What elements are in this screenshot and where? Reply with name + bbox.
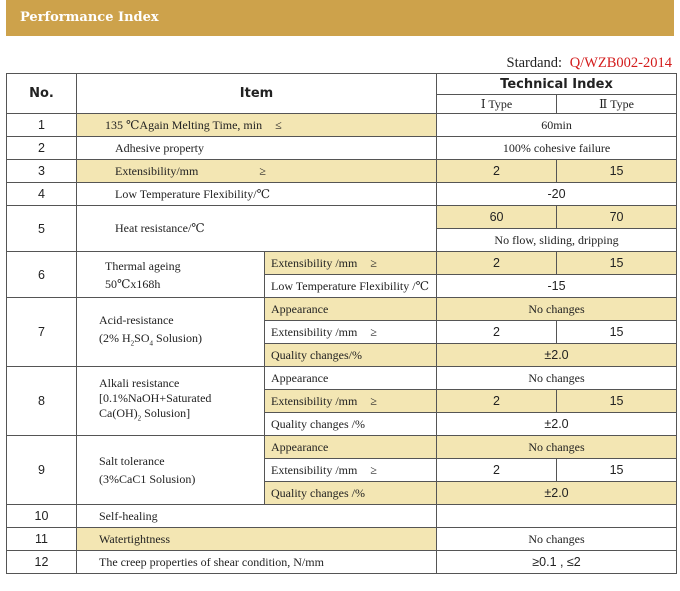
item-subscript: 2 [130, 339, 135, 348]
col-item-header: Item [77, 74, 437, 114]
row-no: 8 [7, 367, 77, 436]
item-text: Solusion) [153, 331, 203, 346]
item-line [99, 329, 258, 352]
row-value: ≥0.1 , ≤2 [437, 551, 677, 574]
standard-code: Q/WZB002-2014 [569, 55, 672, 71]
row-item: Watertightness [77, 528, 437, 551]
type1-value: 2 [437, 390, 557, 413]
sub-item-text: Extensibility /mm [271, 393, 358, 408]
row-item [77, 367, 265, 436]
operator: ≥ [259, 163, 266, 178]
row-note: No flow, sliding, dripping [437, 229, 677, 252]
header-bar [6, 0, 674, 36]
sub-item: Appearance [265, 298, 437, 321]
type2-value: 15 [557, 321, 677, 344]
item-line: (3%CaC1 Solusion) [99, 472, 196, 486]
operator: ≥ [370, 324, 377, 339]
item-text: (2% H [99, 331, 131, 346]
table-row [7, 114, 677, 137]
type1-value: 2 [437, 160, 557, 183]
sub-item-text: Extensibility /mm [271, 462, 358, 477]
sub-item-text: Extensibility /mm [271, 324, 358, 339]
row-value: -20 [437, 183, 677, 206]
item-line: Alkali resistance [99, 375, 180, 390]
col-no-header: No. [7, 74, 77, 114]
type1-value: 2 [437, 252, 557, 275]
item-line: Acid-resistance [99, 313, 174, 328]
sub-item [265, 459, 437, 482]
table-row [7, 252, 677, 275]
table-header-row [7, 74, 677, 95]
operator: ≥ [370, 255, 377, 270]
item-line [99, 406, 258, 426]
type2-value: 15 [557, 459, 677, 482]
sub-item [265, 252, 437, 275]
type1-value: 2 [437, 321, 557, 344]
type2-header: Ⅱ Type [557, 95, 677, 114]
row-item [77, 160, 437, 183]
row-value: No changes [437, 298, 677, 321]
row-no: 4 [7, 183, 77, 206]
row-item: The creep properties of shear condition, N/mm [77, 551, 437, 574]
table-row [7, 436, 677, 459]
table-row [7, 137, 677, 160]
table-row [7, 160, 677, 183]
item-line: 50℃x168h [105, 276, 161, 291]
row-no: 12 [7, 551, 77, 574]
row-item: Self-healing [77, 505, 437, 528]
row-value: -15 [437, 275, 677, 298]
standard-reference [507, 55, 673, 72]
row-value: No changes [437, 436, 677, 459]
row-value: ±2.0 [437, 413, 677, 436]
sub-item: Appearance [265, 367, 437, 390]
table-row [7, 298, 677, 321]
item-line: [0.1%NaOH+Saturated [99, 390, 212, 405]
type2-value: 15 [557, 252, 677, 275]
sub-item: Low Temperature Flexibility /℃ [265, 275, 437, 298]
row-value: No changes [437, 367, 677, 390]
type1-value: 60 [437, 206, 557, 229]
row-item [77, 114, 437, 137]
row-no: 9 [7, 436, 77, 505]
operator: ≥ [370, 462, 377, 477]
table-row [7, 206, 677, 229]
row-item: Low Temperature Flexibility/℃ [77, 183, 437, 206]
row-no: 2 [7, 137, 77, 160]
table-row [7, 505, 677, 528]
standard-label: Stardand: [506, 55, 563, 71]
performance-table [6, 73, 677, 574]
operator: ≥ [370, 393, 377, 408]
row-no: 6 [7, 252, 77, 298]
row-value: ±2.0 [437, 344, 677, 367]
page-title: Performance Index [20, 10, 159, 25]
type2-value: 15 [557, 160, 677, 183]
type1-header: Ⅰ Type [437, 95, 557, 114]
item-text: Solusion] [141, 405, 191, 420]
row-no: 7 [7, 298, 77, 367]
row-no: 5 [7, 206, 77, 252]
row-value: ±2.0 [437, 482, 677, 505]
row-item [77, 252, 265, 298]
row-item [77, 298, 265, 367]
row-no: 11 [7, 528, 77, 551]
table-row [7, 528, 677, 551]
row-value [437, 505, 677, 528]
table-row [7, 367, 677, 390]
type1-value: 2 [437, 459, 557, 482]
sub-item: Quality changes /% [265, 413, 437, 436]
table-row [7, 183, 677, 206]
item-line: Salt tolerance [99, 454, 165, 468]
row-item: Heat resistance/℃ [77, 206, 437, 252]
row-value: 60min [437, 114, 677, 137]
sub-item: Quality changes /% [265, 482, 437, 505]
item-text: Ca(OH) [99, 405, 138, 420]
item-line: Thermal ageing [105, 258, 181, 273]
operator: ≤ [275, 117, 282, 132]
col-tech-header: Technical Index [437, 74, 677, 95]
row-no: 10 [7, 505, 77, 528]
table-row [7, 551, 677, 574]
sub-item: Appearance [265, 436, 437, 459]
row-no: 3 [7, 160, 77, 183]
row-item [77, 436, 265, 505]
sub-item: Quality changes/% [265, 344, 437, 367]
type2-value: 15 [557, 390, 677, 413]
type2-value: 70 [557, 206, 677, 229]
row-item: Adhesive property [77, 137, 437, 160]
sub-item [265, 321, 437, 344]
sub-item-text: Extensibility /mm [271, 255, 358, 270]
item-text: SO [134, 331, 150, 346]
row-value: No changes [437, 528, 677, 551]
item-text: 135 ℃Again Melting Time, min [105, 117, 263, 132]
sub-item [265, 390, 437, 413]
item-subscript: 4 [149, 339, 154, 348]
item-text: Extensibility/mm [115, 163, 199, 178]
row-value: 100% cohesive failure [437, 137, 677, 160]
item-subscript: 2 [137, 414, 142, 423]
row-no: 1 [7, 114, 77, 137]
